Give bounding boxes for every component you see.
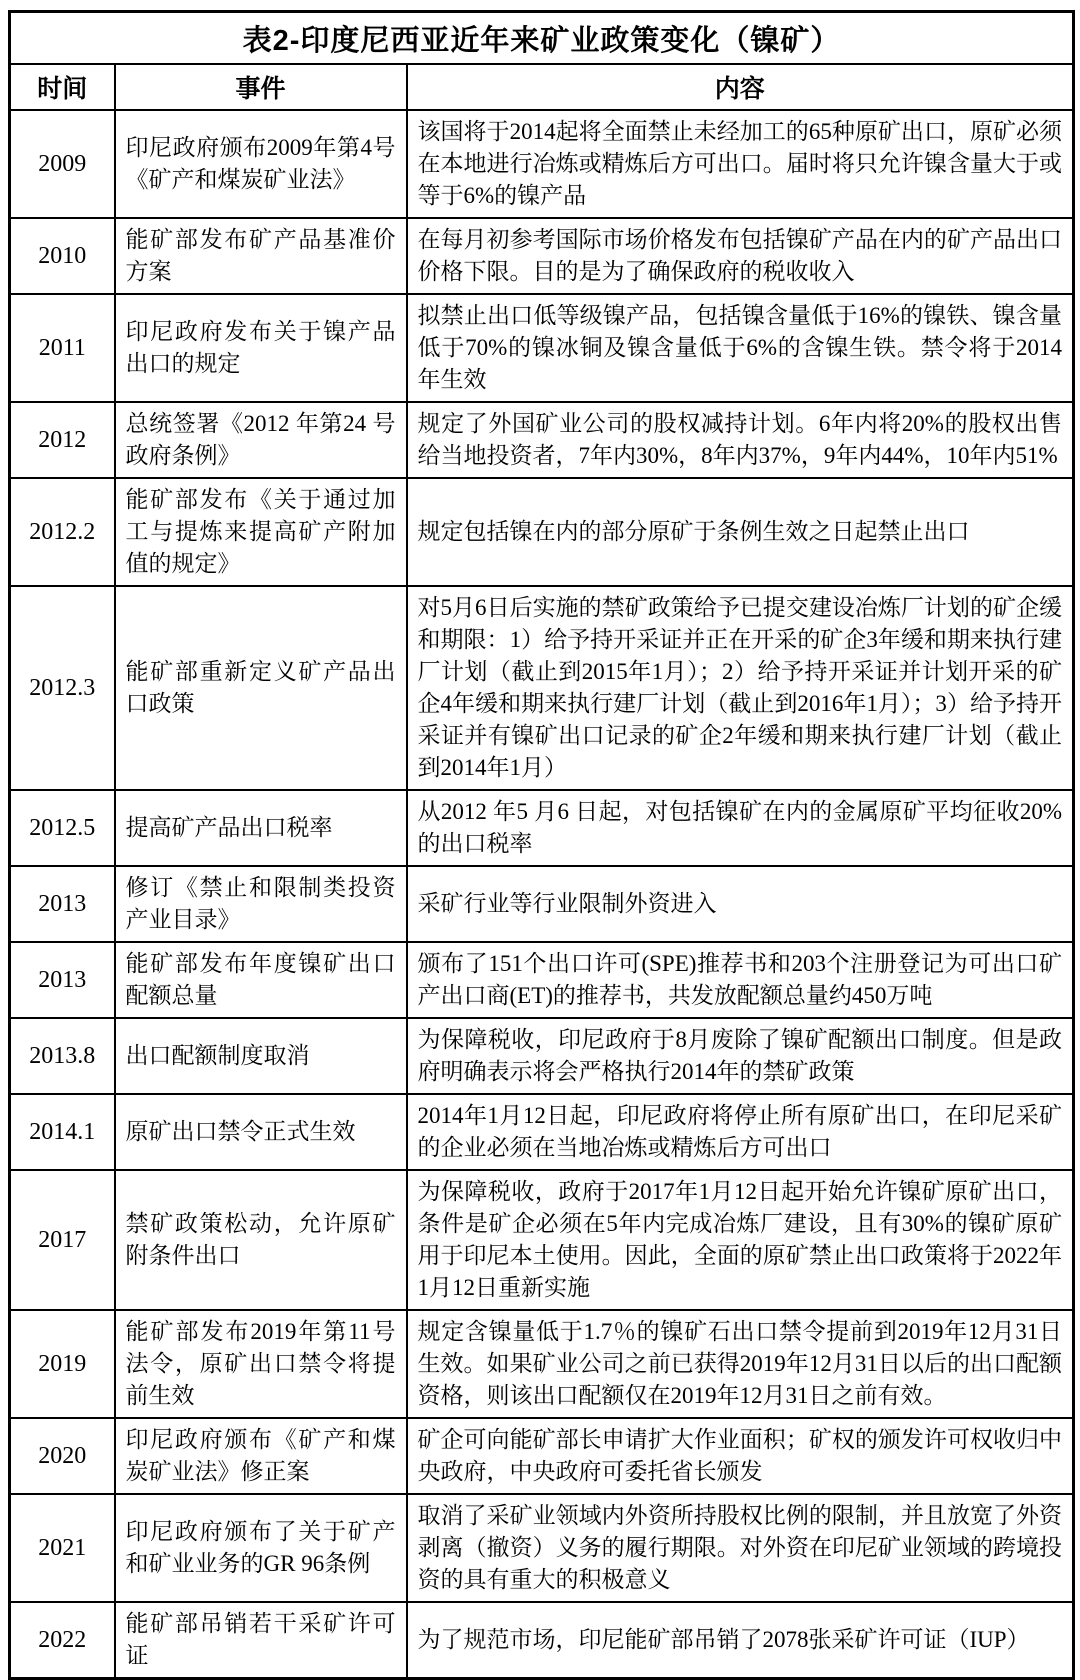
table-cell-event: 印尼政府颁布《矿产和煤炭矿业法》修正案: [115, 1418, 407, 1494]
table-cell-event: 能矿部发布矿产品基准价方案: [115, 218, 407, 294]
table-cell-event: 修订《禁止和限制类投资产业目录》: [115, 866, 407, 942]
table-row: [10, 1018, 1074, 1094]
table-cell-time: 2013.8: [10, 1018, 115, 1094]
table-cell-event: 能矿部重新定义矿产品出口政策: [115, 586, 407, 790]
table-row: [10, 1494, 1074, 1602]
table-row: [10, 1170, 1074, 1310]
table-cell-content: 采矿行业等行业限制外资进入: [407, 866, 1074, 942]
table-cell-time: 2017: [10, 1170, 115, 1310]
table-cell-time: 2012.3: [10, 586, 115, 790]
table-cell-content: 2014年1月12日起，印尼政府将停止所有原矿出口，在印尼采矿的企业必须在当地冶炼或精炼后方可出口: [407, 1094, 1074, 1170]
table-cell-event: 出口配额制度取消: [115, 1018, 407, 1094]
title-row: [10, 12, 1074, 65]
table-cell-event: 提高矿产品出口税率: [115, 790, 407, 866]
column-header-content: 内容: [407, 64, 1074, 110]
table-cell-event: 禁矿政策松动，允许原矿附条件出口: [115, 1170, 407, 1310]
table-row: [10, 1310, 1074, 1418]
table-cell-time: 2012: [10, 402, 115, 478]
table-row: [10, 866, 1074, 942]
table-row: [10, 294, 1074, 402]
table-cell-content: 为保障税收，印尼政府于8月废除了镍矿配额出口制度。但是政府明确表示将会严格执行2014年的禁矿政策: [407, 1018, 1074, 1094]
table-cell-time: 2021: [10, 1494, 115, 1602]
table-row: [10, 110, 1074, 218]
table-cell-event: 印尼政府颁布了关于矿产和矿业业务的GR 96条例: [115, 1494, 407, 1602]
table-cell-event: 能矿部发布年度镍矿出口配额总量: [115, 942, 407, 1018]
table-cell-time: 2011: [10, 294, 115, 402]
table-row: [10, 586, 1074, 790]
table-row: [10, 478, 1074, 586]
table-cell-event: 能矿部发布2019年第11号法令，原矿出口禁令将提前生效: [115, 1310, 407, 1418]
table-cell-time: 2012.2: [10, 478, 115, 586]
column-header-time: 时间: [10, 64, 115, 110]
table-row: [10, 218, 1074, 294]
policy-table-wrapper: [8, 10, 1072, 1680]
table-cell-event: 印尼政府发布关于镍产品出口的规定: [115, 294, 407, 402]
table-cell-time: 2014.1: [10, 1094, 115, 1170]
table-cell-content: 拟禁止出口低等级镍产品，包括镍含量低于16%的镍铁、镍含量低于70%的镍冰铜及镍含量低于6%的含镍生铁。禁令将于2014年生效: [407, 294, 1074, 402]
table-row: [10, 402, 1074, 478]
table-cell-time: 2022: [10, 1602, 115, 1679]
table-cell-content: 在每月初参考国际市场价格发布包括镍矿产品在内的矿产品出口价格下限。目的是为了确保政府的税收收入: [407, 218, 1074, 294]
table-cell-event: 印尼政府颁布2009年第4号《矿产和煤炭矿业法》: [115, 110, 407, 218]
table-cell-time: 2019: [10, 1310, 115, 1418]
table-cell-content: 规定了外国矿业公司的股权减持计划。6年内将20%的股权出售给当地投资者，7年内30%，8年内37%，9年内44%，10年内51%: [407, 402, 1074, 478]
table-cell-content: 颁布了151个出口许可(SPE)推荐书和203个注册登记为可出口矿产出口商(ET)的推荐书，共发放配额总量约450万吨: [407, 942, 1074, 1018]
table-cell-time: 2010: [10, 218, 115, 294]
table-cell-event: 原矿出口禁令正式生效: [115, 1094, 407, 1170]
table-cell-event: 能矿部吊销若干采矿许可证: [115, 1602, 407, 1679]
table-row: [10, 790, 1074, 866]
table-cell-content: 该国将于2014起将全面禁止未经加工的65种原矿出口，原矿必须在本地进行冶炼或精炼后方可出口。届时将只允许镍含量大于或等于6%的镍产品: [407, 110, 1074, 218]
table-row: [10, 942, 1074, 1018]
column-header-event: 事件: [115, 64, 407, 110]
table-cell-time: 2012.5: [10, 790, 115, 866]
table-title: 表2-印度尼西亚近年来矿业政策变化（镍矿）: [10, 12, 1074, 65]
table-cell-event: 能矿部发布《关于通过加工与提炼来提高矿产附加值的规定》: [115, 478, 407, 586]
table-body: [10, 110, 1074, 1679]
table-row: [10, 1418, 1074, 1494]
table-cell-content: 为保障税收，政府于2017年1月12日起开始允许镍矿原矿出口，条件是矿企必须在5年内完成冶炼厂建设，且有30%的镍矿原矿用于印尼本土使用。因此，全面的原矿禁止出口政策将于2022年1月12日重新实施: [407, 1170, 1074, 1310]
table-cell-time: 2020: [10, 1418, 115, 1494]
header-row: [10, 64, 1074, 110]
table-cell-content: 为了规范市场，印尼能矿部吊销了2078张采矿许可证（IUP）: [407, 1602, 1074, 1679]
table-cell-content: 矿企可向能矿部长申请扩大作业面积；矿权的颁发许可权收归中央政府，中央政府可委托省长颁发: [407, 1418, 1074, 1494]
table-cell-time: 2013: [10, 866, 115, 942]
table-cell-time: 2009: [10, 110, 115, 218]
table-cell-content: 规定包括镍在内的部分原矿于条例生效之日起禁止出口: [407, 478, 1074, 586]
table-row: [10, 1094, 1074, 1170]
table-cell-time: 2013: [10, 942, 115, 1018]
table-cell-content: 规定含镍量低于1.7％的镍矿石出口禁令提前到2019年12月31日生效。如果矿业公司之前已获得2019年12月31日以后的出口配额资格，则该出口配额仅在2019年12月31日之前有效。: [407, 1310, 1074, 1418]
table-cell-content: 从2012 年5 月6 日起，对包括镍矿在内的金属原矿平均征收20%的出口税率: [407, 790, 1074, 866]
table-row: [10, 1602, 1074, 1679]
table-cell-content: 对5月6日后实施的禁矿政策给予已提交建设冶炼厂计划的矿企缓和期限：1）给予持开采证并正在开采的矿企3年缓和期来执行建厂计划（截止到2015年1月）；2）给予持开采证并计划开采的矿企4年缓和期来执行建厂计划（截止到2016年1月）；3）给予持开采证并有镍矿出口记录的矿企2年缓和期来执行建厂计划（截止到2014年1月）: [407, 586, 1074, 790]
policy-table: [8, 10, 1075, 1680]
table-cell-event: 总统签署《2012 年第24 号政府条例》: [115, 402, 407, 478]
table-cell-content: 取消了采矿业领域内外资所持股权比例的限制，并且放宽了外资剥离（撤资）义务的履行期限。对外资在印尼矿业领域的跨境投资的具有重大的积极意义: [407, 1494, 1074, 1602]
